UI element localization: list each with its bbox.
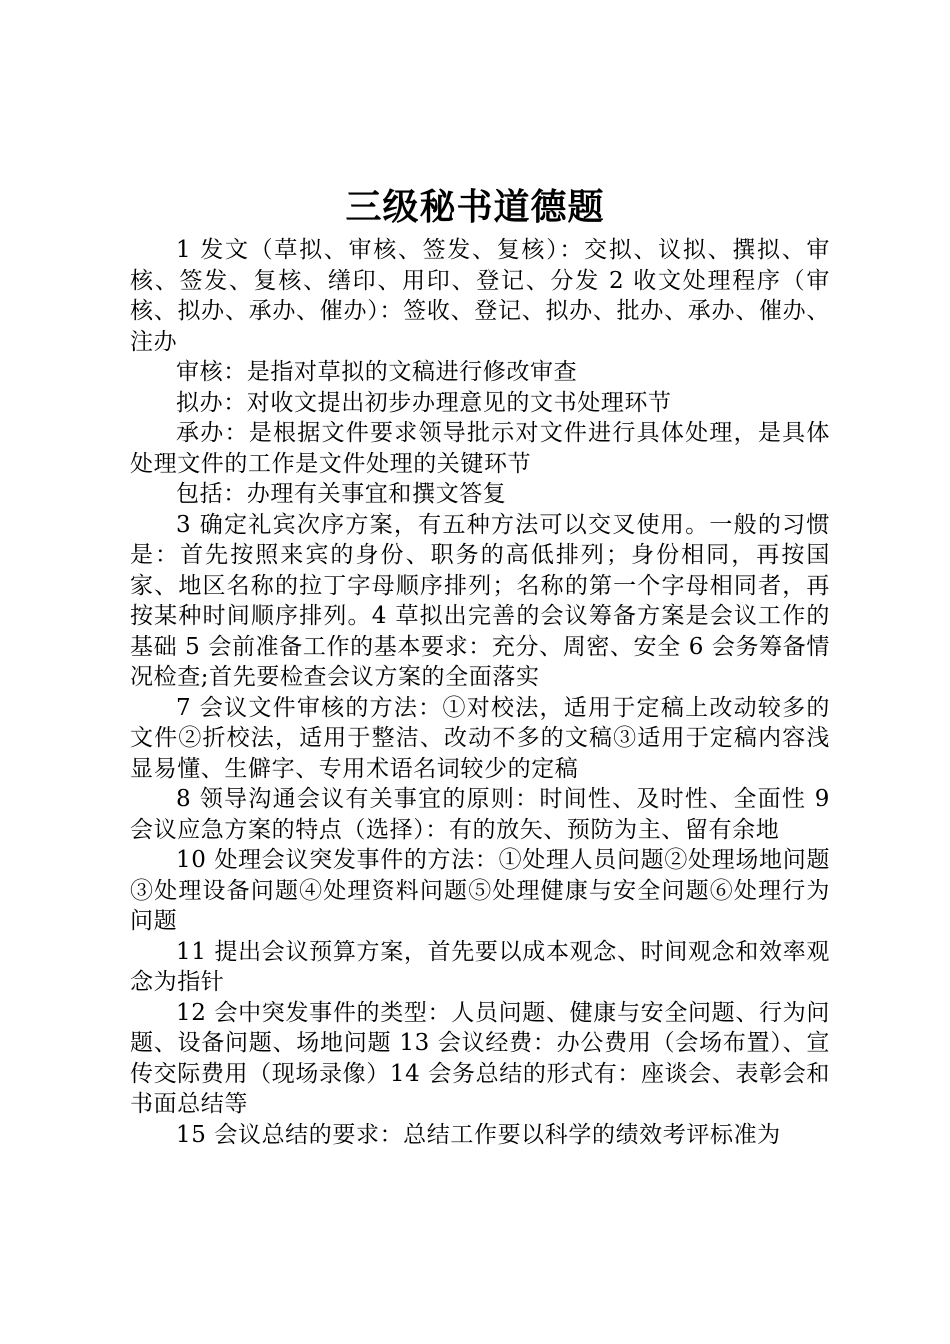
paragraph-4: 承办：是根据文件要求领导批示对文件进行具体处理，是具体处理文件的工作是文件处理的关键环节 — [130, 420, 830, 477]
paragraph-11: 12 会中突发事件的类型：人员问题、健康与安全问题、行为问题、设备问题、场地问题 13 会议经费：办公费用（会场布置）、宣传交际费用（现场录像）14 会务总结的形式有：座谈会、表彰会和书面总结等 — [130, 999, 830, 1117]
paragraph-5: 包括：办理有关事宜和撰文答复 — [176, 481, 507, 507]
paragraph-12: 15 会议总结的要求：总结工作要以科学的绩效考评标准为 — [176, 1121, 781, 1148]
paragraph-3: 拟办：对收文提出初步办理意见的文书处理环节 — [176, 389, 672, 416]
paragraph-8: 8 领导沟通会议有关事宜的原则：时间性、及时性、全面性 9 会议应急方案的特点（选择）：有的放矢、预防为主、留有余地 — [130, 786, 830, 843]
paragraph-2: 审核：是指对草拟的文稿进行修改审查 — [176, 359, 578, 385]
paragraph-10: 11 提出会议预算方案，首先要以成本观念、时间观念和效率观念为指针 — [130, 938, 830, 995]
document-body — [130, 235, 830, 1150]
paragraph-1: 1 发文（草拟、审核、签发、复核）：交拟、议拟、撰拟、审核、签发、复核、缮印、用印、登记、分发 2 收文处理程序（审核、拟办、承办、催办）：签收、登记、拟办、批办、承办、催办、注办 — [130, 237, 830, 355]
paragraph-6: 3 确定礼宾次序方案，有五种方法可以交叉使用。一般的习惯是：首先按照来宾的身份、职务的高低排列；身份相同，再按国家、地区名称的拉丁字母顺序排列；名称的第一个字母相同者，再按某种时间顺序排列。4 草拟出完善的会议筹备方案是会议工作的基础 5 会前准备工作的基本要求：充分、周密、安全 6 会务筹备情况检查;首先要检查会议方案的全面落实 — [130, 511, 830, 690]
document-title: 三级秘书道德题 — [345, 186, 605, 228]
paragraph-7: 7 会议文件审核的方法：①对校法，适用于定稿上改动较多的文件②折校法，适用于整洁、改动不多的文稿③适用于定稿内容浅显易懂、生僻字、专用术语名词较少的定稿 — [130, 694, 830, 782]
paragraph-9: 10 处理会议突发事件的方法：①处理人员问题②处理场地问题③处理设备问题④处理资料问题⑤处理健康与安全问题⑥处理行为问题 — [130, 847, 830, 934]
